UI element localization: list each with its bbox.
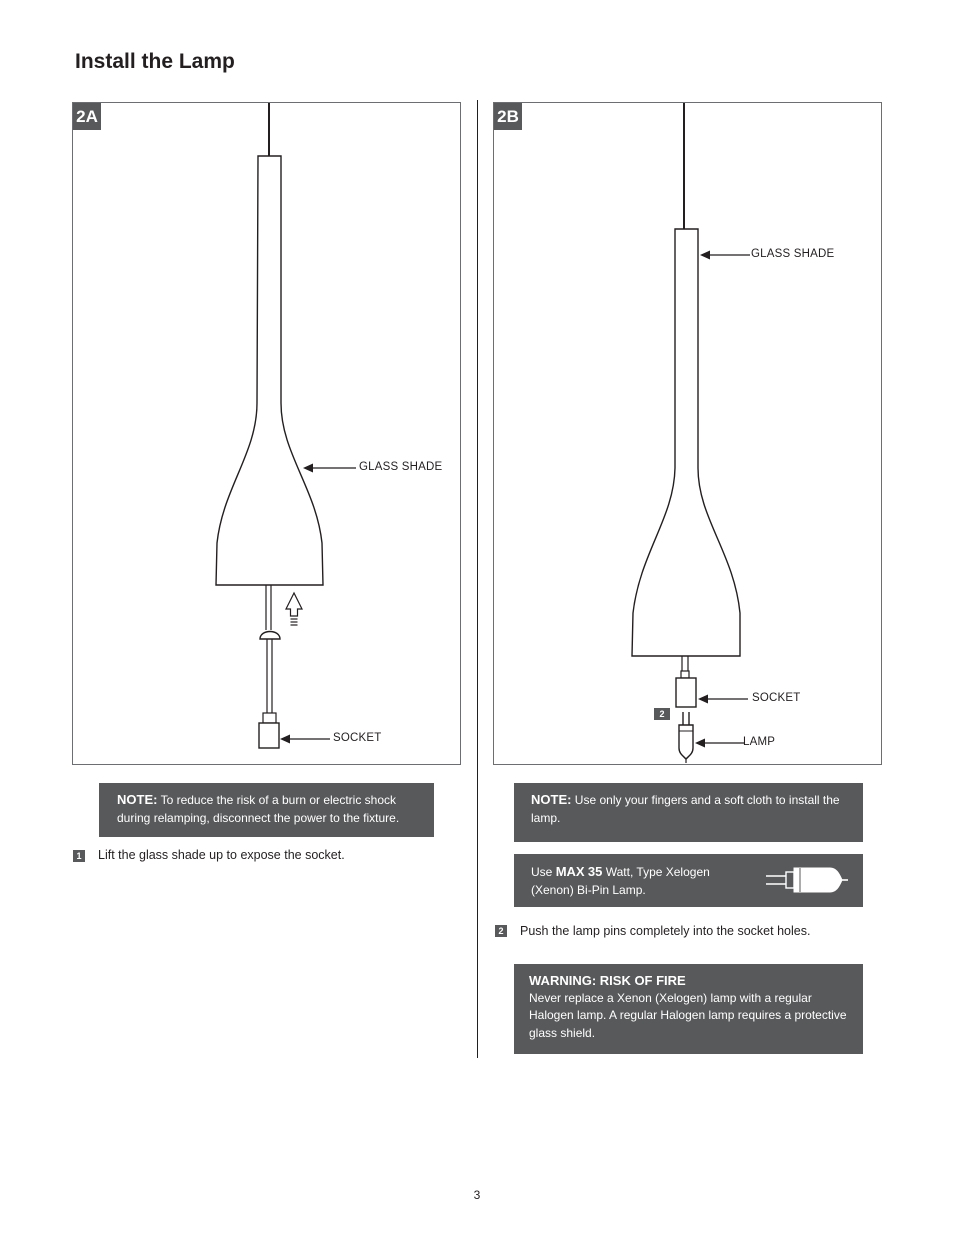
socket-label-2a: SOCKET: [333, 732, 382, 744]
warning-title: WARNING: RISK OF FIRE: [529, 973, 686, 988]
lamp-diagram-2a: [73, 103, 462, 766]
page-number: 3: [473, 1188, 481, 1202]
step-number-2: 2: [495, 925, 507, 937]
use-watts: 35: [587, 864, 603, 879]
warning-text: Never replace a Xenon (Xelogen) lamp with a regular Halogen lamp. A regular Halogen lamp requires a protective glass shield.: [529, 990, 847, 1040]
diagram-panel-2a: [72, 102, 461, 765]
use-suffix: Watt, Type Xelogen (Xenon) Bi-Pin Lamp.: [531, 865, 710, 897]
note-box-2a: [99, 783, 434, 837]
note-bold-2a: NOTE:: [117, 792, 158, 807]
warning-box: [514, 964, 863, 1054]
step-text-1: Lift the glass shade up to expose the socket.: [98, 848, 345, 862]
socket-shape: [676, 678, 696, 707]
diagram-panel-2b: [493, 102, 882, 765]
bi-pin-bulb-icon: [764, 863, 850, 897]
glass-shade-label-2a: GLASS SHADE: [359, 461, 443, 473]
use-prefix: Use: [531, 865, 553, 879]
glass-shade-shape: [632, 229, 740, 656]
glass-shade-label-2b: GLASS SHADE: [751, 248, 835, 260]
up-arrow-icon: [286, 593, 302, 625]
panel-badge-2b: 2B: [494, 103, 522, 130]
lamp-shape: [679, 725, 693, 759]
page-title: Install the Lamp: [75, 50, 235, 73]
column-divider: [477, 100, 478, 1058]
note-box-2b: [514, 783, 863, 842]
note-bold-2b: NOTE:: [531, 792, 572, 807]
callout-number-2: 2: [654, 708, 670, 720]
use-max: MAX: [555, 864, 585, 879]
note-text-2a: To reduce the risk of a burn or electric shock during relamping, disconnect the power to the fixture.: [117, 793, 400, 825]
glass-shade-shape: [216, 156, 323, 585]
step-text-2: Push the lamp pins completely into the socket holes.: [520, 924, 811, 938]
step-number-1: 1: [73, 850, 85, 862]
panel-badge-2a: 2A: [73, 103, 101, 130]
socket-shape: [259, 723, 279, 748]
socket-label-2b: SOCKET: [752, 692, 801, 704]
note-text-2b: Use only your fingers and a soft cloth to install the lamp.: [531, 793, 840, 825]
lamp-diagram-2b: [494, 103, 883, 766]
lamp-label-2b: LAMP: [743, 736, 776, 748]
